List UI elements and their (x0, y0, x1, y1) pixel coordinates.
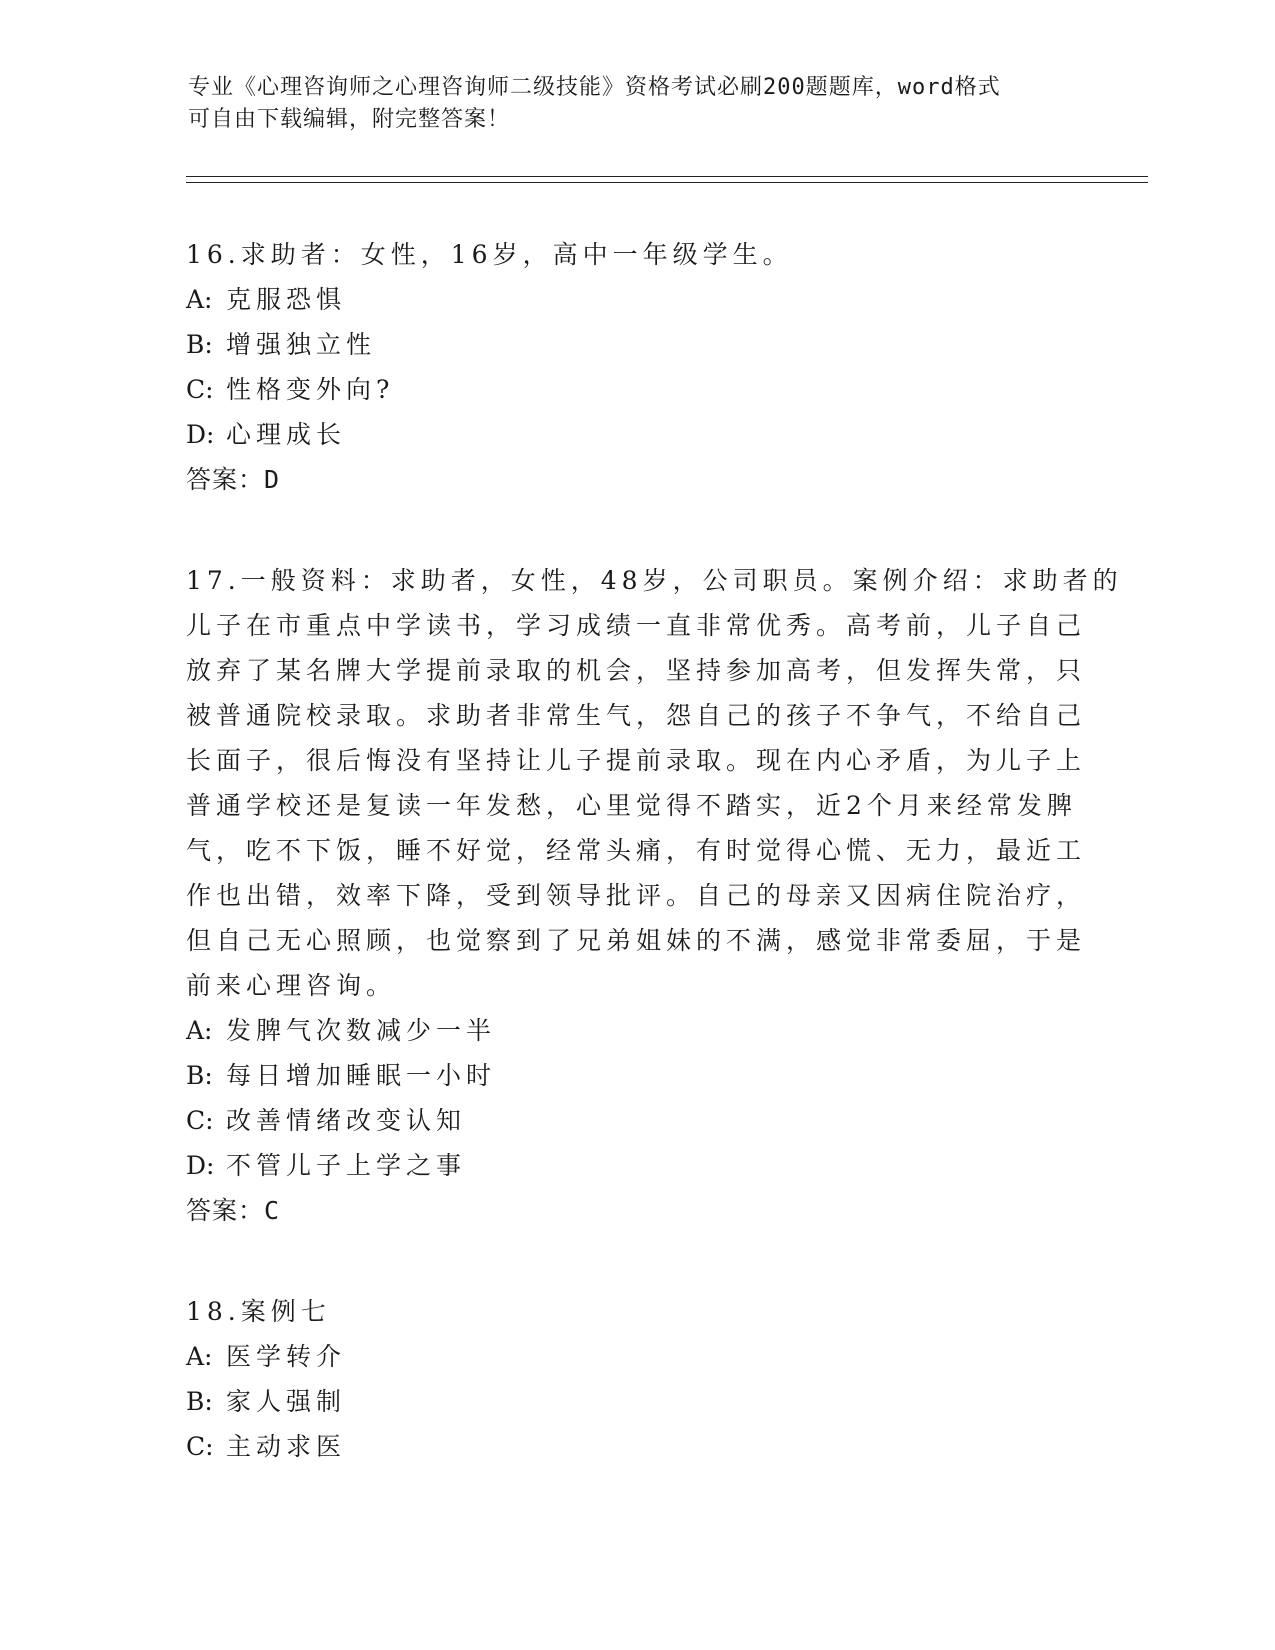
option-key: D: (186, 1151, 215, 1180)
document-header (188, 72, 1088, 136)
option-text: 改善情绪改变认知 (226, 1106, 467, 1135)
option-b (186, 322, 1086, 367)
option-key: B: (186, 1061, 213, 1090)
option-c (186, 367, 1086, 412)
answer-line: 答案：D (186, 465, 281, 494)
option-text: 心理成长 (226, 420, 347, 449)
option-key: C: (186, 1432, 214, 1461)
option-text: 不管儿子上学之事 (226, 1151, 467, 1180)
question-stem (186, 1289, 1086, 1334)
question-stem-line: 儿子在市重点中学读书，学习成绩一直非常优秀。高考前，儿子自己 (186, 611, 1087, 640)
option-a (186, 1334, 1086, 1379)
option-b (186, 1053, 1086, 1098)
header-divider-top (186, 176, 1148, 177)
question-stem-line: 17.一般资料：求助者，女性，48岁，公司职员。案例介绍：求助者的 (186, 566, 1123, 595)
option-d (186, 412, 1086, 457)
option-text: 发脾气次数减少一半 (226, 1016, 497, 1045)
option-key: C: (186, 375, 214, 404)
option-key: A: (186, 1342, 213, 1371)
option-key: A: (186, 1016, 213, 1045)
header-divider-bottom (186, 182, 1148, 183)
option-d (186, 1143, 1086, 1188)
option-text: 克服恐惧 (226, 285, 347, 314)
question-list (186, 232, 1123, 1525)
question-18 (186, 1289, 1086, 1469)
option-a (186, 1008, 1086, 1053)
option-text: 医学转介 (226, 1342, 347, 1371)
question-stem-line: 16.求助者：女性，16岁，高中一年级学生。 (186, 240, 793, 269)
question-stem-line: 但自己无心照顾，也觉察到了兄弟姐妹的不满，感觉非常委屈，于是 (186, 926, 1087, 955)
header-line-2: 可自由下载编辑，附完整答案！ (188, 107, 511, 132)
option-key: D: (186, 420, 215, 449)
question-stem-line: 被普通院校录取。求助者非常生气，怨自己的孩子不争气，不给自己 (186, 701, 1087, 730)
option-key: B: (186, 330, 213, 359)
option-c (186, 1098, 1086, 1143)
option-text: 每日增加睡眠一小时 (226, 1061, 497, 1090)
option-c (186, 1424, 1086, 1469)
question-stem (186, 232, 1086, 277)
question-16 (186, 232, 1086, 502)
question-stem-line: 普通学校还是复读一年发愁，心里觉得不踏实，近2个月来经常发脾 (186, 791, 1077, 820)
option-text: 性格变外向? (226, 375, 395, 404)
header-line-1: 专业《心理咨询师之心理咨询师二级技能》资格考试必刷200题题库，word格式 (188, 75, 1001, 100)
question-stem-line: 前来心理咨询。 (186, 971, 397, 1000)
option-a (186, 277, 1086, 322)
question-stem-line: 长面子，很后悔没有坚持让儿子提前录取。现在内心矛盾，为儿子上 (186, 746, 1087, 775)
option-text: 主动求医 (226, 1432, 347, 1461)
question-17 (186, 558, 1123, 1233)
question-stem-line: 放弃了某名牌大学提前录取的机会，坚持参加高考，但发挥失常，只 (186, 656, 1087, 685)
option-key: A: (186, 285, 213, 314)
question-stem-line: 作也出错，效率下降，受到领导批评。自己的母亲又因病住院治疗， (186, 881, 1087, 910)
question-stem (186, 558, 1123, 1008)
option-text: 家人强制 (226, 1387, 347, 1416)
question-stem-line: 气，吃不下饭，睡不好觉，经常头痛，有时觉得心慌、无力，最近工 (186, 836, 1087, 865)
answer-line: 答案：C (186, 1196, 281, 1225)
option-key: C: (186, 1106, 214, 1135)
option-key: B: (186, 1387, 213, 1416)
question-stem-line: 18.案例七 (186, 1297, 331, 1326)
option-b (186, 1379, 1086, 1424)
option-text: 增强独立性 (226, 330, 377, 359)
